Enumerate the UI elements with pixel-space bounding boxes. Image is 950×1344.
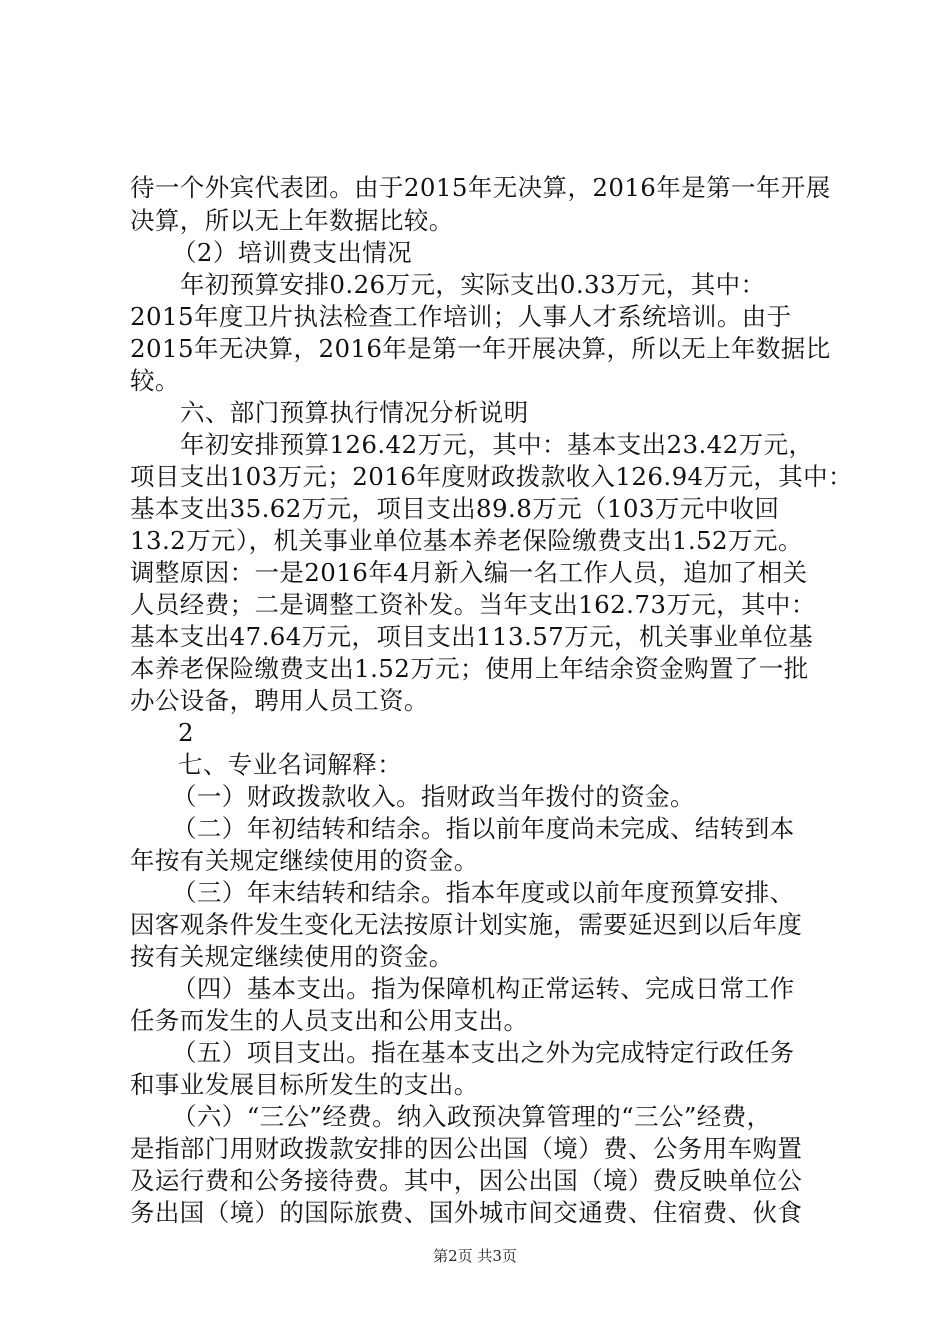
text-line: 基本支出47.64万元，项目支出113.57万元，机关事业单位基 [130, 622, 814, 651]
text-line: （六）“三公”经费。纳入政预决算管理的“三公”经费， [172, 1102, 772, 1131]
text-line: 人员经费；二是调整工资补发。当年支出162.73万元，其中： [130, 590, 816, 619]
text-line: 调整原因：一是2016年4月新入编一名工作人员，追加了相关 [130, 558, 808, 587]
text-line: （2）培训费支出情况 [172, 238, 413, 267]
text-line: 年按有关规定继续使用的资金。 [130, 846, 479, 875]
text-line: 本养老保险缴费支出1.52万元；使用上年结余资金购置了一批 [130, 654, 809, 683]
text-line: 待一个外宾代表团。由于2015年无决算，2016年是第一年开展 [130, 173, 831, 202]
text-line: 办公设备，聘用人员工资。 [130, 686, 429, 715]
page-footer: 第2页 共3页 [433, 1247, 517, 1265]
inline-page-number: 2 [178, 718, 194, 747]
text-line: 年初安排预算126.42万元，其中：基本支出23.42万元， [180, 430, 814, 459]
text-line: 和事业发展目标所发生的支出。 [130, 1070, 479, 1099]
text-line: 基本支出35.62万元，项目支出89.8万元（103万元中收回 [130, 494, 780, 523]
text-line: （三）年末结转和结余。指本年度或以前年度预算安排、 [172, 878, 795, 907]
text-line: 务出国（境）的国际旅费、国外城市间交通费、住宿费、伙食 [130, 1198, 803, 1227]
text-line: 13.2万元），机关事业单位基本养老保险缴费支出1.52万元。 [130, 526, 803, 555]
section-heading: 七、专业名词解释： [178, 750, 403, 779]
text-line: （二）年初结转和结余。指以前年度尚未完成、结转到本 [172, 814, 795, 843]
text-line: 是指部门用财政拨款安排的因公出国（境）费、公务用车购置 [130, 1134, 803, 1163]
text-line: 项目支出103万元；2016年度财政拨款收入126.94万元，其中： [130, 462, 853, 491]
text-line: 任务而发生的人员支出和公用支出。 [130, 1006, 529, 1035]
text-line: 决算，所以无上年数据比较。 [130, 206, 454, 235]
text-line: （五）项目支出。指在基本支出之外为完成特定行政任务 [172, 1038, 795, 1067]
text-line: 按有关规定继续使用的资金。 [130, 942, 454, 971]
text-line: （一）财政拨款收入。指财政当年拨付的资金。 [172, 782, 695, 811]
text-line: （四）基本支出。指为保障机构正常运转、完成日常工作 [172, 974, 795, 1003]
text-line: 较。 [130, 366, 180, 395]
section-heading: 六、部门预算执行情况分析说明 [180, 398, 529, 427]
text-line: 因客观条件发生变化无法按原计划实施，需要延迟到以后年度 [130, 910, 803, 939]
text-line: 2015年度卫片执法检查工作培训；人事人才系统培训。由于 [130, 302, 792, 331]
text-line: 2015年无决算，2016年是第一年开展决算，所以无上年数据比 [130, 334, 831, 363]
text-line: 年初预算安排0.26万元，实际支出0.33万元，其中： [180, 270, 766, 299]
text-line: 及运行费和公务接待费。其中，因公出国（境）费反映单位公 [130, 1166, 803, 1195]
